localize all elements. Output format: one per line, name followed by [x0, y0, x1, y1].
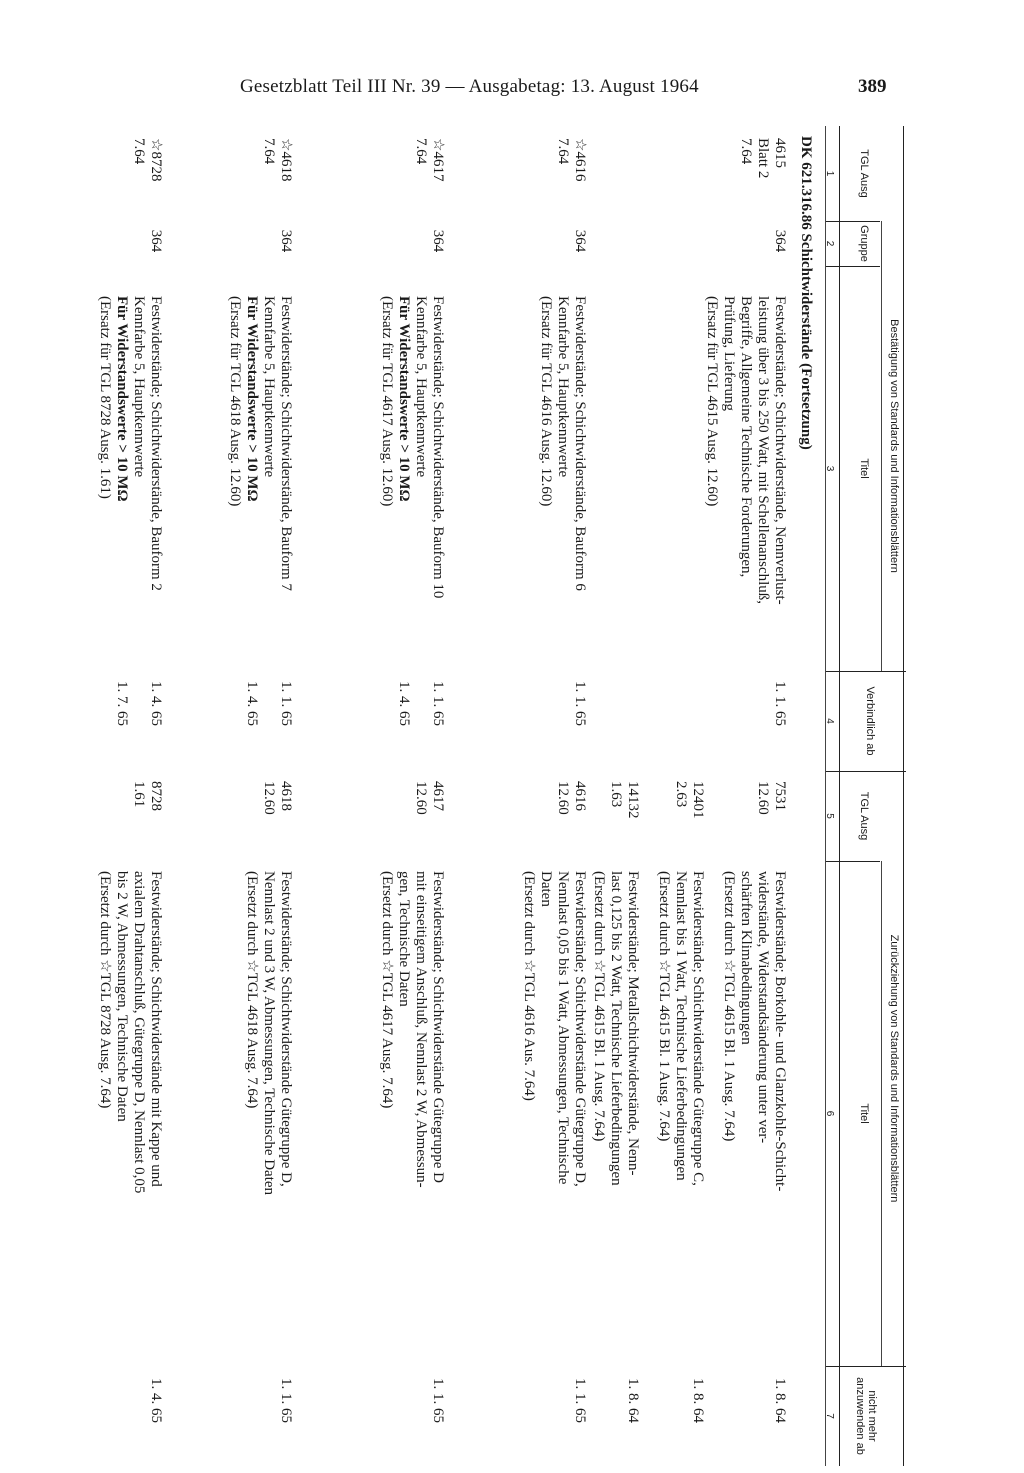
verbindlich-ab: [571, 681, 588, 761]
titel-withdrawn: [378, 871, 446, 1346]
titel-withdrawn-line: axialem Drahtanschluß, Gütegruppe D, Nennlast 0,05: [131, 871, 147, 1194]
standards-table: [30, 126, 906, 1466]
titel-line: Begriffe, Allgemeine Technische Forderungen,: [738, 296, 754, 578]
nicht-mehr-anzuwenden-ab: 1. 1. 65: [278, 1378, 294, 1423]
tgl-ausg-line: 7.64: [413, 138, 429, 165]
titel: [96, 296, 164, 641]
titel: [378, 296, 446, 641]
tgl-ausg-line: ☆8728: [148, 138, 164, 182]
gruppe: 364: [572, 229, 588, 253]
verbindlich-ab-line: 1. 1. 65: [572, 681, 588, 726]
col-header-tgl: TGL Ausg: [858, 149, 870, 198]
table-top-rule: [903, 126, 904, 1466]
col-header-verbindlich: Verbindlich ab: [864, 686, 876, 756]
titel-withdrawn-line: widerstände, Widerstandsänderung unter ver-: [755, 871, 771, 1144]
titel-withdrawn-line: Nennlast 0,05 bis 1 Watt, Abmessungen, Technische: [555, 871, 571, 1185]
verbindlich-ab-line: 1. 4. 65: [244, 681, 260, 726]
titel-withdrawn-line: (Ersetzt durch ☆TGL 8728 Ausg. 7.64): [97, 871, 113, 1109]
gruppe: 364: [278, 229, 294, 253]
col-number: 4: [824, 718, 835, 724]
titel-withdrawn-line: (Ersetzt durch ☆TGL 4618 Ausg. 7.64): [244, 871, 260, 1109]
tgl-ausg-line: 7.64: [131, 138, 147, 165]
titel-withdrawn-line: Nennlast bis 1 Watt, Technische Lieferbedingungen: [673, 871, 689, 1181]
titel-line: Prüfung, Lieferung: [721, 296, 737, 411]
col-number: 6: [824, 1110, 835, 1117]
tgl-ausg-withdrawn-line: 4617: [430, 781, 446, 811]
nicht-mehr-anzuwenden-ab: 1. 8. 64: [772, 1378, 788, 1423]
titel-line: Kennfarbe 5, Hauptkennwerte: [261, 296, 277, 478]
titel-line: Kennfarbe 5, Hauptkennwerte: [555, 296, 571, 478]
group-rule: [881, 221, 882, 671]
titel-line: (Ersatz für TGL 4616 Ausg. 12.60): [538, 296, 554, 507]
tgl-ausg-line: 7.64: [261, 138, 277, 165]
titel-withdrawn: [590, 871, 641, 1346]
col-number: 7: [824, 1413, 835, 1419]
col-number: 5: [824, 813, 835, 819]
tgl-ausg-withdrawn-line: 12.60: [555, 781, 571, 815]
tgl-ausg-withdrawn: [260, 781, 294, 851]
titel-withdrawn-line: Festwiderstände; Schichtwiderstände Gütegruppe D,: [278, 871, 294, 1187]
tgl-ausg: [130, 138, 164, 213]
tgl-ausg: [554, 138, 588, 213]
col-number: 3: [824, 465, 835, 472]
page-header: [240, 76, 940, 106]
tgl-ausg-line: Blatt 2: [755, 138, 771, 179]
titel-withdrawn-line: Nennlast 2 und 3 W, Abmessungen, Technische Daten: [261, 871, 277, 1196]
gruppe: 364: [772, 229, 788, 253]
titel-withdrawn: [243, 871, 294, 1346]
titel-withdrawn-line: schärften Klimabedingungen: [738, 871, 754, 1045]
titel-withdrawn-line: gen, Technische Daten: [396, 871, 412, 1007]
titel-line: (Ersatz für TGL 4615 Ausg. 12.60): [704, 296, 720, 507]
tgl-ausg-line: 7.64: [738, 138, 754, 165]
titel: [537, 296, 588, 641]
titel-withdrawn-line: Festwiderstände; Schichtwiderstände Gütegruppe D: [430, 871, 446, 1184]
titel-line: leistung über 3 bis 250 Watt, mit Schellenanschluß,: [755, 296, 771, 605]
verbindlich-ab-line: 1. 1. 65: [278, 681, 294, 726]
tgl-ausg: [412, 138, 446, 213]
titel-withdrawn: [720, 871, 788, 1346]
tgl-ausg: [260, 138, 294, 213]
tgl-ausg-withdrawn-line: 2.63: [673, 781, 689, 808]
tgl-ausg-withdrawn: [607, 781, 641, 851]
tgl-ausg-withdrawn: [554, 781, 588, 851]
tgl-ausg-withdrawn-line: 4616: [572, 781, 588, 811]
titel-line: Festwiderstände; Schichtwiderstände, Bauform 2: [148, 296, 164, 591]
titel-withdrawn-line: Festwiderstände; Schichtwiderstände Gütegruppe D,: [572, 871, 588, 1187]
titel-withdrawn-line: (Ersetzt durch ☆TGL 4615 Bl. 1 Ausg. 7.64): [591, 871, 607, 1142]
tgl-ausg-withdrawn-line: 1.61: [131, 781, 147, 808]
tgl-ausg: [737, 138, 788, 213]
col-header-nicht-mehr: nicht mehr anzuwenden ab: [854, 1377, 878, 1455]
titel-line: (Ersatz für TGL 4618 Ausg. 12.60): [227, 296, 243, 507]
titel-withdrawn-line: (Ersetzt durch ☆TGL 4617 Ausg. 7.64): [379, 871, 395, 1109]
titel-withdrawn-line: Festwiderstände; Borkohle- und Glanzkohle-Schicht-: [772, 871, 788, 1192]
table-header-rule: [839, 126, 840, 1466]
nicht-mehr-anzuwenden-ab: 1. 1. 65: [572, 1378, 588, 1423]
verbindlich-ab-line: 1. 7. 65: [114, 681, 130, 726]
col-number: 1: [824, 170, 835, 177]
tgl-ausg-withdrawn-line: 1.63: [608, 781, 624, 808]
group-rule: [881, 861, 882, 1366]
verbindlich-ab: [113, 681, 164, 761]
titel: [703, 296, 788, 641]
col-header-titel: Titel: [858, 458, 870, 479]
titel-line: Für Widerstandswerte > 10 MΩ: [114, 296, 130, 502]
nicht-mehr-anzuwenden-ab: 1. 8. 64: [625, 1378, 641, 1423]
titel-line: Festwiderstände; Schichtwiderstände, Bauform 10: [430, 296, 446, 599]
titel-withdrawn-line: (Ersetzt durch ☆TGL 4616 Aus. 7.64): [521, 871, 537, 1101]
tgl-ausg-line: ☆4616: [572, 138, 588, 182]
titel-line: Festwiderstände; Schichtwiderstände, Bauform 6: [572, 296, 588, 591]
titel-line: Kennfarbe 5, Hauptkennwerte: [413, 296, 429, 478]
titel-withdrawn-line: Daten: [538, 871, 554, 907]
tgl-ausg-line: 7.64: [555, 138, 571, 165]
tgl-ausg-withdrawn-line: 12.60: [413, 781, 429, 815]
titel-line: (Ersatz für TGL 4617 Ausg. 12.60): [379, 296, 395, 507]
section-title: DK 621.316.86 Schichtwiderstände (Fortsetzung): [798, 136, 814, 450]
tgl-ausg-line: ☆4618: [278, 138, 294, 182]
verbindlich-ab-line: 1. 4. 65: [148, 681, 164, 726]
nicht-mehr-anzuwenden-ab: 1. 4. 65: [148, 1378, 164, 1423]
titel-line: Festwiderstände; Schichtwiderstände, Nennverlust-: [772, 296, 788, 605]
tgl-ausg-withdrawn-line: 12.60: [261, 781, 277, 815]
titel-line: Für Widerstandswerte > 10 MΩ: [396, 296, 412, 502]
tgl-ausg-withdrawn-line: 8728: [148, 781, 164, 811]
verbindlich-ab: [395, 681, 446, 761]
nicht-mehr-anzuwenden-ab: 1. 1. 65: [430, 1378, 446, 1423]
titel-withdrawn-line: Festwiderstände; Metallschichtwiderstände, Nenn-: [625, 871, 641, 1176]
titel-withdrawn: [520, 871, 588, 1346]
titel-withdrawn: [655, 871, 706, 1346]
titel-line: Kennfarbe 5, Hauptkennwerte: [131, 296, 147, 478]
tgl-ausg-withdrawn-line: 7531: [772, 781, 788, 811]
titel-withdrawn-line: (Ersetzt durch ☆TGL 4615 Bl. 1 Ausg. 7.64): [721, 871, 737, 1142]
titel-withdrawn-line: last 0,125 bis 2 Watt, Technische Lieferbedingungen: [608, 871, 624, 1186]
verbindlich-ab: [243, 681, 294, 761]
verbindlich-ab-line: 1. 1. 65: [430, 681, 446, 726]
col-header-gruppe: Gruppe: [858, 225, 870, 262]
tgl-ausg-withdrawn-line: 4618: [278, 781, 294, 811]
tgl-ausg-withdrawn: [754, 781, 788, 851]
gruppe: 364: [430, 229, 446, 253]
nicht-mehr-anzuwenden-ab: 1. 8. 64: [690, 1378, 706, 1423]
titel: [226, 296, 294, 641]
tgl-ausg-withdrawn: [412, 781, 446, 851]
tgl-ausg-withdrawn: [130, 781, 164, 851]
col-number: 2: [824, 240, 835, 247]
verbindlich-ab: [771, 681, 788, 761]
col-header-titel-2: Titel: [858, 1103, 870, 1124]
gruppe: 364: [148, 229, 164, 253]
titel-withdrawn-line: Festwiderstände; Schichtwiderstände mit Kappe und: [148, 871, 164, 1187]
titel-line: Festwiderstände; Schichtwiderstände, Bauform 7: [278, 296, 294, 591]
verbindlich-ab-line: 1. 4. 65: [396, 681, 412, 726]
tgl-ausg-withdrawn-line: 12401: [690, 781, 706, 819]
col-header-tgl-2: TGL Ausg: [858, 791, 870, 841]
titel-withdrawn-line: (Ersetzt durch ☆TGL 4615 Bl. 1 Ausg. 7.64): [656, 871, 672, 1142]
titel-withdrawn-line: bis 2 W, Abmessungen, Technische Daten: [114, 871, 130, 1122]
running-title: Gesetzblatt Teil III Nr. 39 — Ausgabetag: 13. August 1964: [240, 76, 699, 97]
tgl-ausg-withdrawn-line: 14132: [625, 781, 641, 819]
page-number: 389: [858, 76, 887, 97]
left-group-heading: Bestätigung von Standards und Informationsblättern: [888, 319, 900, 573]
tgl-ausg-line: ☆4617: [430, 138, 446, 182]
right-group-heading: Zurückziehung von Standards und Informationsblättern: [888, 934, 900, 1203]
titel-withdrawn: [96, 871, 164, 1346]
tgl-ausg-line: 4615: [772, 138, 788, 168]
titel-line: Für Widerstandswerte > 10 MΩ: [244, 296, 260, 502]
titel-line: (Ersatz für TGL 8728 Ausg. 1.61): [97, 296, 113, 499]
titel-withdrawn-line: Festwiderstände; Schichtwiderstände Gütegruppe C,: [690, 871, 706, 1186]
tgl-ausg-withdrawn: [672, 781, 706, 851]
tgl-ausg-withdrawn-line: 12.60: [755, 781, 771, 815]
verbindlich-ab-line: 1. 1. 65: [772, 681, 788, 726]
titel-withdrawn-line: mit einseitigem Anschluß, Nennlast 2 W, Abmessun-: [413, 871, 429, 1188]
